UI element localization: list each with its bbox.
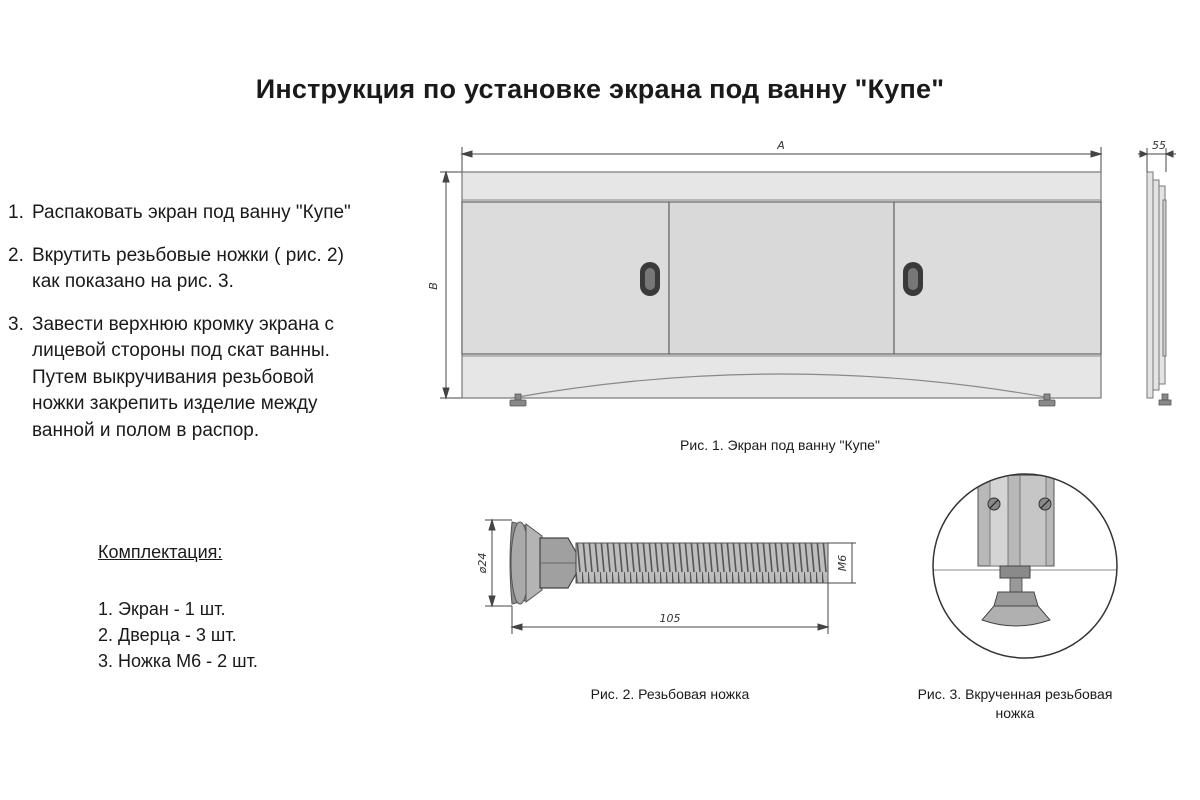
- step-text: Завести верхнюю кромку экрана с: [32, 313, 334, 335]
- step-text: как показано на рис. 3.: [32, 271, 234, 292]
- step-text: ножки закрепить изделие между: [32, 393, 318, 414]
- step-number: 2.: [8, 244, 24, 266]
- figure-1-caption: Рис. 1. Экран под ванну "Купе": [680, 437, 880, 453]
- dimension-b-label: B: [427, 282, 440, 290]
- figure-3-caption: [880, 685, 1150, 723]
- dimension-diameter-label: ø24: [476, 552, 489, 574]
- step-text: Путем выкручивания резьбовой: [32, 366, 314, 388]
- dimension-a-label: A: [777, 139, 785, 152]
- figure-3-caption-line: ножка: [995, 705, 1035, 721]
- step-text: ванной и полом в распор.: [32, 419, 260, 441]
- kit-title: Комплектация:: [98, 542, 223, 562]
- screw-icon: [988, 498, 1000, 510]
- kit-item: 2. Дверца - 3 шт.: [98, 625, 237, 645]
- step-number: 3.: [8, 313, 24, 335]
- foot-base-detail: [982, 606, 1050, 626]
- figure-3-caption-line: Рис. 3. Вкрученная резьбовая: [917, 686, 1113, 702]
- profile-bottom-bracket: [1000, 566, 1030, 578]
- screw-icon: [1039, 498, 1051, 510]
- kit-item: 3. Ножка М6 - 2 шт.: [98, 651, 258, 671]
- profile-channel: [990, 470, 1008, 566]
- profile-channel: [1020, 470, 1046, 566]
- threaded-rod-short: [1010, 578, 1022, 592]
- step-number: 1.: [8, 202, 24, 223]
- figure-2-caption: Рис. 2. Резьбовая ножка: [590, 686, 750, 702]
- step-text: Распаковать экран под ванну "Купе": [32, 202, 351, 223]
- step-text: лицевой стороны под скат ванны.: [32, 340, 330, 361]
- dimension-depth-label: 55: [1152, 139, 1166, 152]
- step-text: Вкрутить резьбовые ножки ( рис. 2): [32, 244, 344, 266]
- dimension-thread-label: M6: [836, 554, 849, 572]
- hex-nut-detail: [994, 592, 1038, 606]
- dimension-length-label: 105: [659, 612, 681, 625]
- kit-item: 1. Экран - 1 шт.: [98, 599, 226, 619]
- page-title: Инструкция по установке экрана под ванну "Купе": [255, 74, 945, 104]
